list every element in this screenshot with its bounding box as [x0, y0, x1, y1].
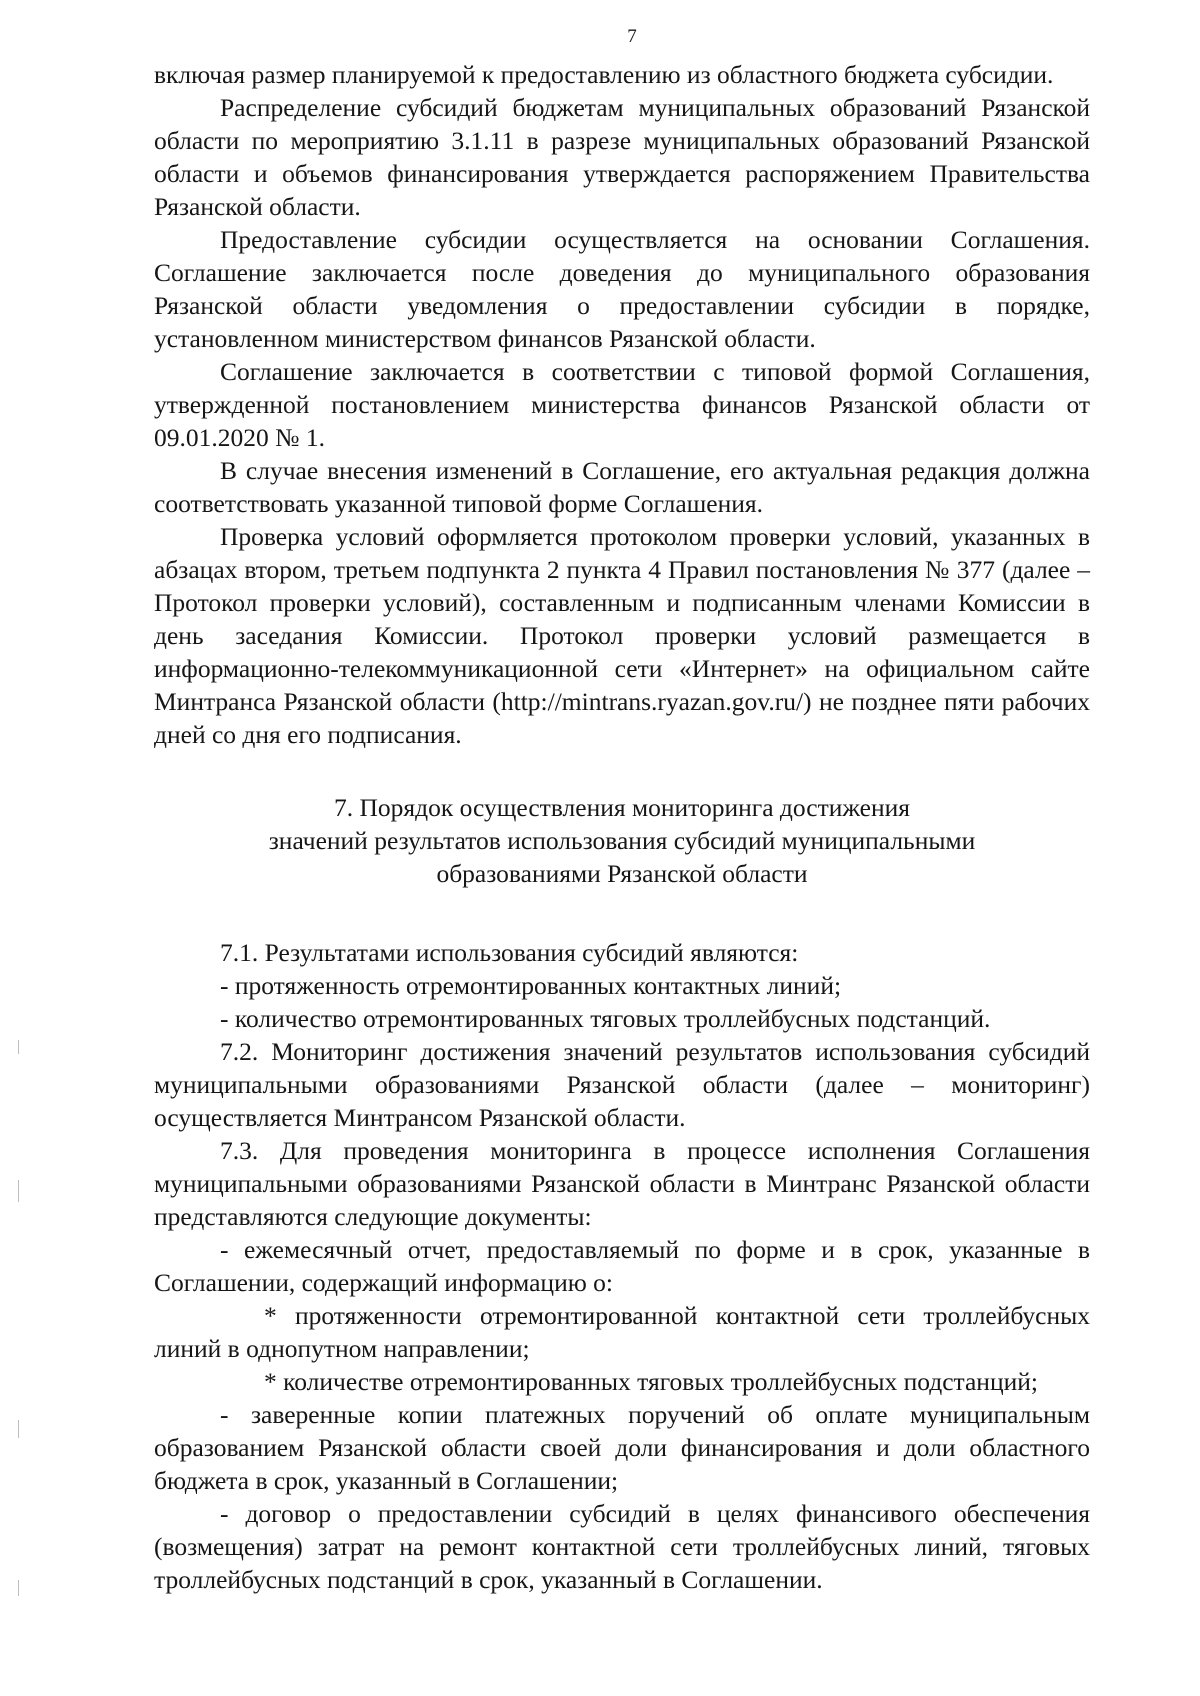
list-item: - заверенные копии платежных поручений об оплате муниципальным образованием Рязанской области своей доли финансирования и доли областного бюджета в срок, указанный в Соглашении;	[154, 1400, 1090, 1495]
scan-artifact	[18, 1580, 19, 1596]
list-item: - договор о предоставлении субсидий в целях финансивого обеспечения (возмещения) затрат на ремонт контактной сети троллейбусных линий, тяговых троллейбусных подстанций в срок, указанный в Соглашении.	[154, 1499, 1090, 1594]
sub-list-item: * протяженности отремонтированной контактной сети троллейбусных линий в однопутном направлении;	[154, 1301, 1090, 1363]
list-item: - протяженность отремонтированных контактных линий;	[220, 971, 842, 1000]
paragraph: Предоставление субсидии осуществляется на основании Соглашения. Соглашение заключается после доведения до муниципального образования Рязанской области уведомления о предоставлении субсидии в порядке, установленном министерством финансов Рязанской области.	[154, 225, 1090, 353]
sub-list-item: * количестве отремонтированных тяговых троллейбусных подстанций;	[264, 1367, 1038, 1396]
clause-7-3: 7.3. Для проведения мониторинга в процессе исполнения Соглашения муниципальными образованиями Рязанской области в Минтранс Рязанской области представляются следующие документы:	[154, 1136, 1090, 1231]
section-body	[154, 936, 1090, 1596]
clause-7-2: 7.2. Мониторинг достижения значений результатов использования субсидий муниципальными образованиями Рязанской области (далее – мониторинг) осуществляется Минтрансом Рязанской области.	[154, 1037, 1090, 1132]
paragraph: включая размер планируемой к предоставлению из областного бюджета субсидии.	[154, 60, 1054, 89]
section-heading-line: 7. Порядок осуществления мониторинга достижения	[334, 793, 910, 822]
paragraph: Распределение субсидий бюджетам муниципальных образований Рязанской области по мероприятию 3.1.11 в разрезе муниципальных образований Рязанской области и объемов финансирования утверждается распоряжением Правительства Рязанской области.	[154, 93, 1090, 221]
body-text	[154, 58, 1090, 751]
scan-artifact	[18, 1040, 19, 1054]
list-item: - ежемесячный отчет, предоставляемый по форме и в срок, указанные в Соглашении, содержащий информацию о:	[154, 1235, 1090, 1297]
page-number: 7	[627, 26, 637, 47]
section-heading-line: значений результатов использования субсидий муниципальными	[268, 826, 976, 855]
paragraph: В случае внесения изменений в Соглашение, его актуальная редакция должна соответствовать указанной типовой форме Соглашения.	[154, 456, 1090, 518]
scan-artifact	[18, 1420, 19, 1438]
clause-7-1: 7.1. Результатами использования субсидий являются:	[220, 938, 799, 967]
paragraph: Соглашение заключается в соответствии с типовой формой Соглашения, утвержденной постановлением министерства финансов Рязанской области от 09.01.2020 № 1.	[154, 357, 1090, 452]
scan-artifact	[18, 1180, 19, 1202]
paragraph: Проверка условий оформляется протоколом проверки условий, указанных в абзацах втором, третьем подпункта 2 пункта 4 Правил постановления № 377 (далее – Протокол проверки условий), составленным и подписанным членами Комиссии в день заседания Комиссии. Протокол проверки условий размещается в информационно-телекоммуникационной сети «Интернет» на официальном сайте Минтранса Рязанской области (http://mintrans.ryazan.gov.ru/) не позднее пяти рабочих дней со дня его подписания.	[154, 522, 1090, 749]
section-heading-line: образованиями Рязанской области	[436, 859, 808, 888]
list-item: - количество отремонтированных тяговых троллейбусных подстанций.	[220, 1004, 991, 1033]
section-heading	[154, 791, 1090, 890]
